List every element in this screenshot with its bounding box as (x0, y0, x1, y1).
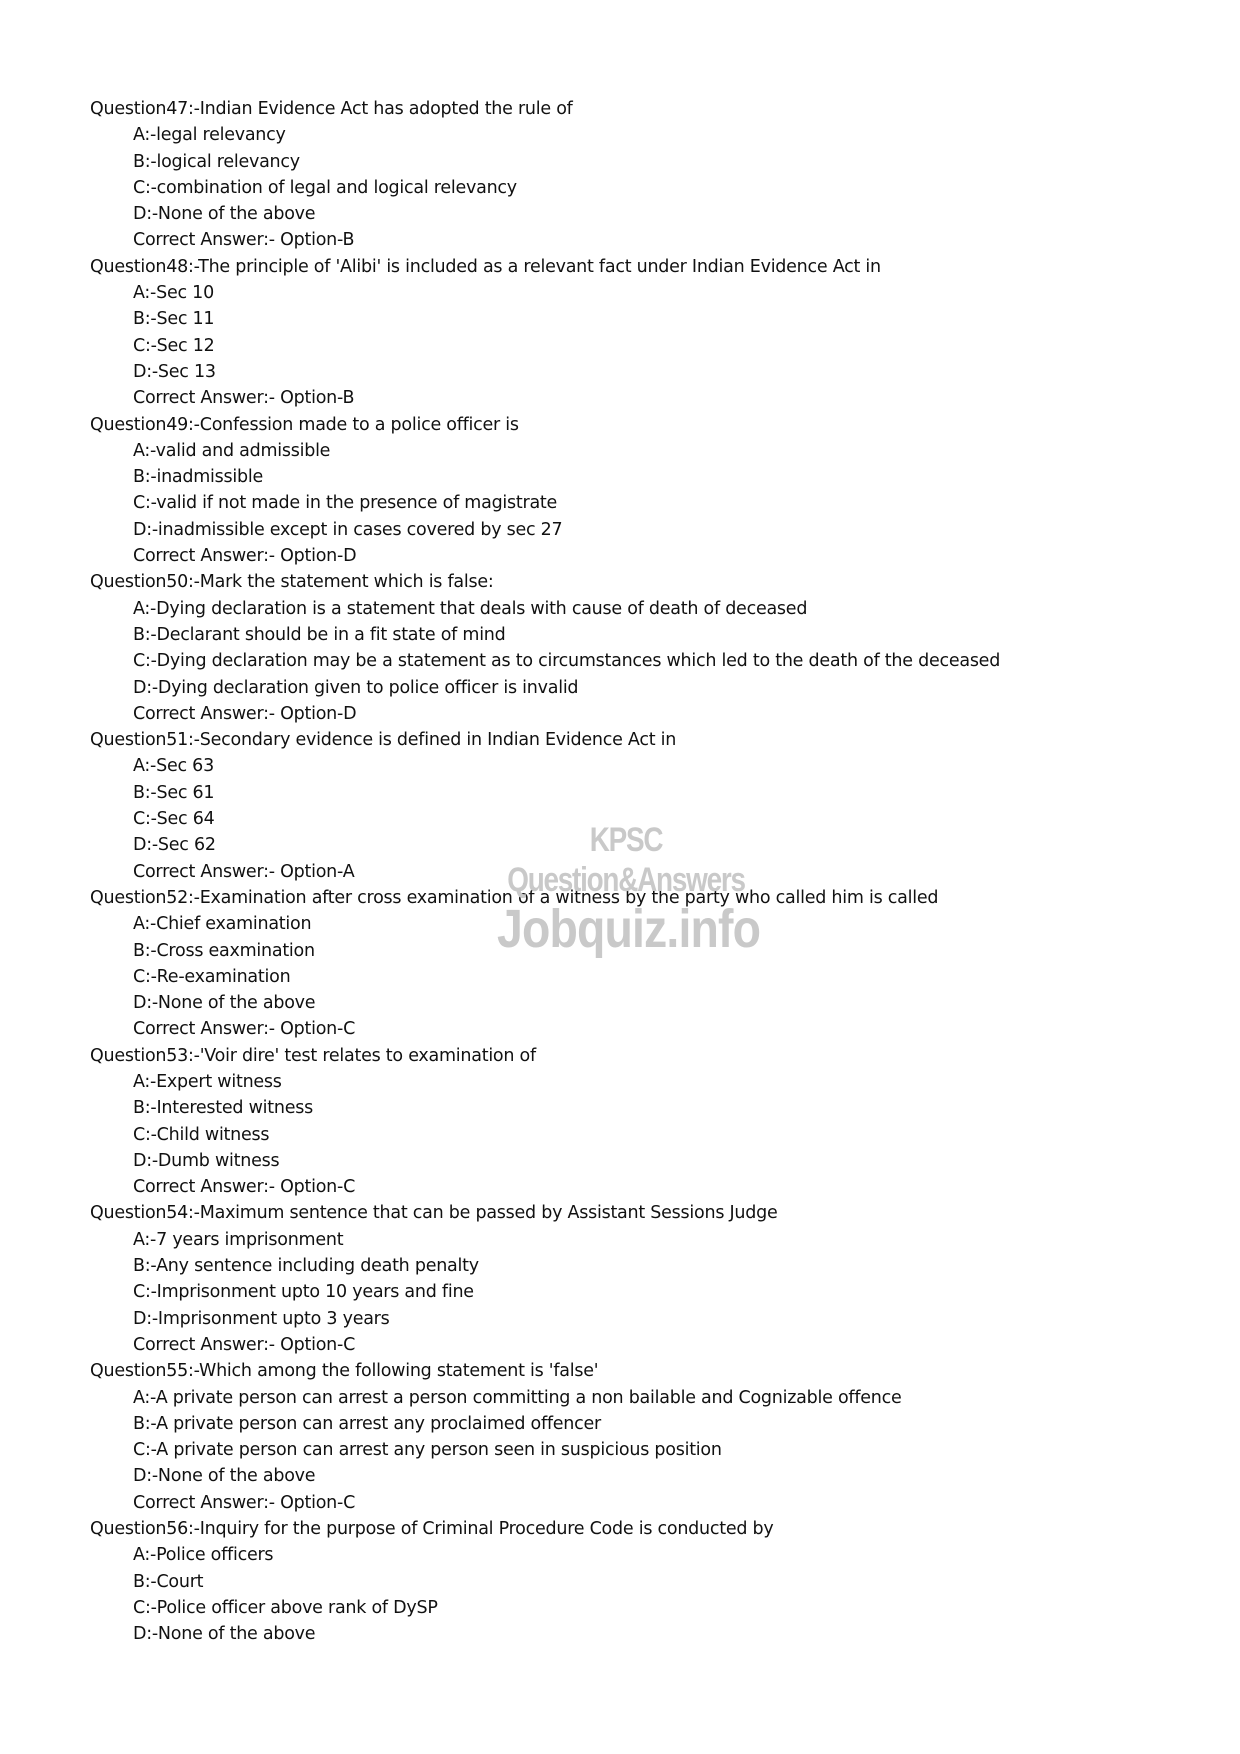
correct-answer: Correct Answer:- Option-C (133, 1019, 356, 1040)
answer-option: B:-Cross eaxmination (133, 940, 315, 961)
answer-option: D:-None of the above (133, 1624, 316, 1645)
answer-option: A:-legal relevancy (133, 125, 286, 146)
correct-answer: Correct Answer:- Option-A (133, 861, 355, 882)
answer-option: D:-inadmissible except in cases covered by sec 27 (133, 519, 563, 540)
question-list (90, 96, 1210, 1648)
correct-answer: Correct Answer:- Option-C (133, 1334, 356, 1355)
answer-option: A:-7 years imprisonment (133, 1229, 344, 1250)
answer-option: A:-Police officers (133, 1545, 274, 1566)
answer-option: B:-Any sentence including death penalty (133, 1256, 479, 1277)
answer-option: D:-None of the above (133, 993, 316, 1014)
answer-option: A:-Expert witness (133, 1071, 282, 1092)
question-text: Question47:-Indian Evidence Act has adopted the rule of (90, 99, 573, 119)
answer-option: C:-Dying declaration may be a statement as to circumstances which led to the death of the deceased (133, 651, 1001, 672)
answer-option: A:-Sec 63 (133, 756, 214, 777)
question-text: Question49:-Confession made to a police officer is (90, 414, 519, 435)
question-block (90, 1358, 1210, 1516)
answer-option: C:-Sec 64 (133, 809, 215, 830)
question-text: Question51:-Secondary evidence is defined in Indian Evidence Act in (90, 730, 677, 751)
correct-answer: Correct Answer:- Option-D (133, 546, 357, 567)
question-block (90, 885, 1210, 1043)
question-block (90, 412, 1210, 570)
answer-option: B:-logical relevancy (133, 151, 300, 172)
answer-option: C:-Re-examination (133, 966, 291, 987)
answer-option: B:-Declarant should be in a fit state of mind (133, 624, 506, 645)
answer-option: C:-Child witness (133, 1124, 270, 1145)
correct-answer: Correct Answer:- Option-D (133, 703, 357, 724)
answer-option: B:-Interested witness (133, 1098, 313, 1119)
question-block (90, 569, 1210, 727)
question-text: Question55:-Which among the following statement is 'false' (90, 1361, 599, 1382)
answer-option: D:-None of the above (133, 204, 316, 225)
question-text: Question53:-'Voir dire' test relates to examination of (90, 1045, 536, 1066)
answer-option: D:-Dying declaration given to police officer is invalid (133, 677, 579, 698)
answer-option: C:-valid if not made in the presence of magistrate (133, 493, 558, 514)
answer-option: A:-Chief examination (133, 914, 312, 935)
answer-option: C:-Sec 12 (133, 335, 215, 356)
question-block (90, 96, 1210, 254)
answer-option: A:-A private person can arrest a person committing a non bailable and Cognizable offence (133, 1387, 902, 1408)
answer-option: A:-Sec 10 (133, 283, 214, 304)
answer-option: C:-Imprisonment upto 10 years and fine (133, 1282, 474, 1303)
correct-answer: Correct Answer:- Option-B (133, 388, 355, 409)
question-block (90, 254, 1210, 412)
answer-option: D:-None of the above (133, 1466, 316, 1487)
question-text: Question50:-Mark the statement which is false: (90, 572, 494, 593)
question-block (90, 1516, 1210, 1647)
answer-option: B:-Sec 61 (133, 782, 215, 803)
correct-answer: Correct Answer:- Option-C (133, 1492, 356, 1513)
question-text: Question52:-Examination after cross examination of a witness by the party who called him is called (90, 887, 939, 908)
correct-answer: Correct Answer:- Option-C (133, 1177, 356, 1198)
answer-option: A:-valid and admissible (133, 440, 331, 461)
correct-answer: Correct Answer:- Option-B (133, 230, 355, 251)
answer-option: B:-Court (133, 1571, 204, 1592)
answer-option: A:-Dying declaration is a statement that deals with cause of death of deceased (133, 598, 808, 619)
question-block (90, 1043, 1210, 1201)
answer-option: C:-combination of legal and logical relevancy (133, 177, 517, 198)
question-text: Question56:-Inquiry for the purpose of Criminal Procedure Code is conducted by (90, 1519, 774, 1540)
answer-option: B:-A private person can arrest any proclaimed offencer (133, 1413, 601, 1434)
question-block (90, 727, 1210, 885)
watermark-line-1: KPSC Question&Answers (507, 821, 745, 899)
answer-option: D:-Sec 62 (133, 835, 216, 856)
question-text: Question54:-Maximum sentence that can be passed by Assistant Sessions Judge (90, 1203, 778, 1224)
watermark-line-2: Jobquiz.info (497, 899, 761, 959)
answer-option: D:-Sec 13 (133, 361, 216, 382)
answer-option: B:-Sec 11 (133, 309, 215, 330)
answer-option: C:-Police officer above rank of DySP (133, 1597, 438, 1618)
answer-option: B:-inadmissible (133, 467, 263, 488)
answer-option: D:-Dumb witness (133, 1150, 280, 1171)
question-text: Question48:-The principle of 'Alibi' is included as a relevant fact under Indian Evidence Act in (90, 256, 881, 277)
question-block (90, 1200, 1210, 1358)
answer-option: D:-Imprisonment upto 3 years (133, 1308, 390, 1329)
answer-option: C:-A private person can arrest any person seen in suspicious position (133, 1440, 722, 1461)
